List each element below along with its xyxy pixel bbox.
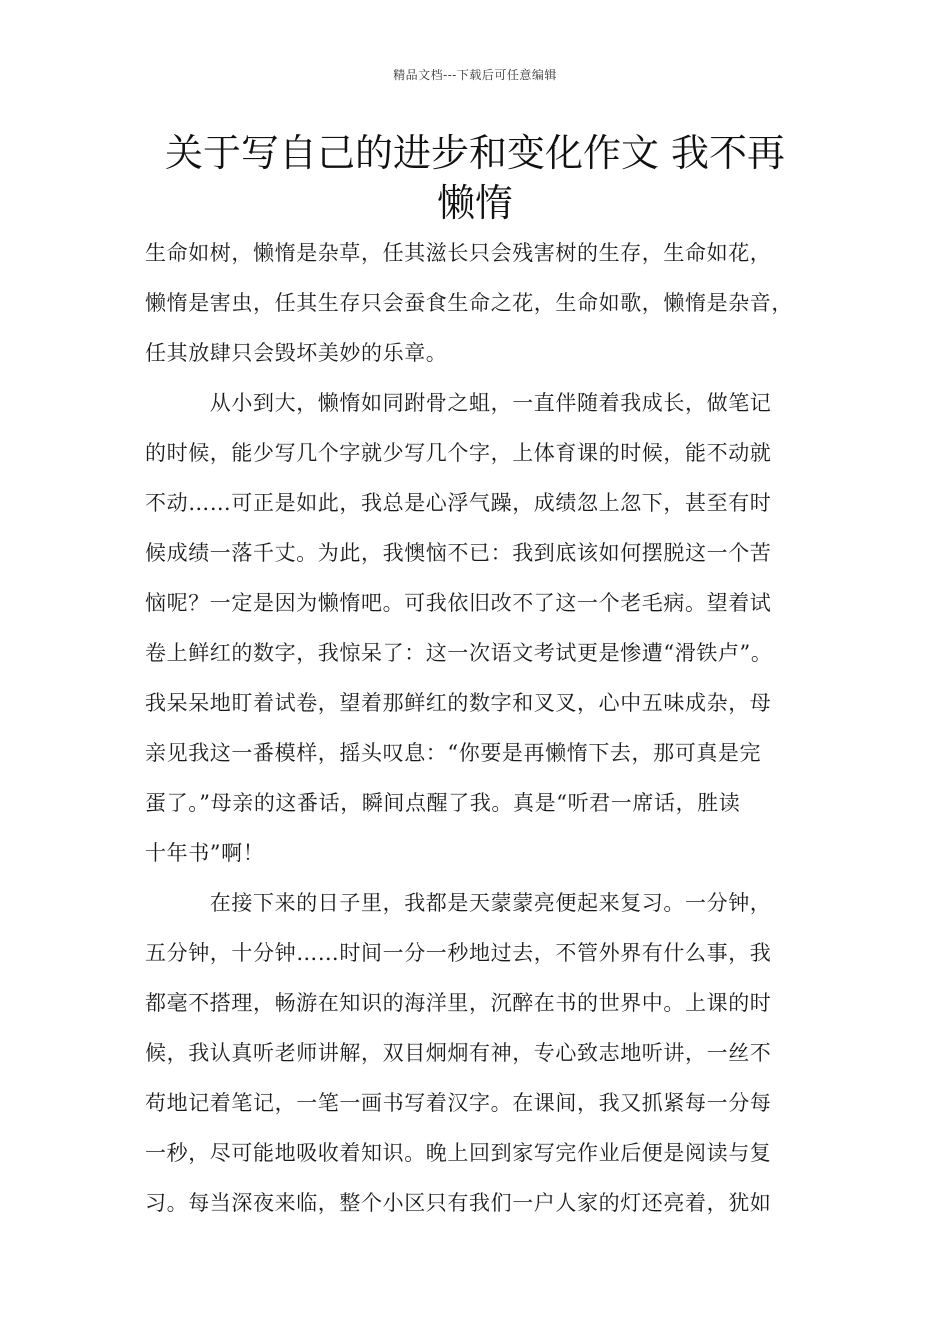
header-note: 精品文档---下载后可任意编辑 (393, 68, 557, 82)
body-line: 从小到大，懒惰如同跗骨之蛆，一直伴随着我成长，做笔记 (145, 391, 772, 415)
title-line-2: 懒惰 (436, 181, 513, 225)
body-line: 蛋了。”母亲的这番话，瞬间点醒了我。真是“听君一席话，胜读 (145, 791, 741, 815)
body-line: 候，我认真听老师讲解，双目炯炯有神，专心致志地听讲，一丝不 (145, 1041, 772, 1065)
body-line: 的时候，能少写几个字就少写几个字，上体育课的时候，能不动就 (145, 441, 772, 465)
document-body (145, 228, 825, 1228)
body-line: 生命如树，懒惰是杂草，任其滋长只会残害树的生存，生命如花， (145, 241, 772, 265)
body-line: 十年书”啊！ (145, 841, 265, 865)
document-title (100, 128, 850, 228)
body-line: 习。每当深夜来临，整个小区只有我们一户人家的灯还亮着，犹如 (145, 1191, 772, 1215)
body-line: 恼呢？一定是因为懒惰吧。可我依旧改不了这一个老毛病。望着试 (145, 591, 772, 615)
body-line: 任其放肆只会毁坏美妙的乐章。 (145, 341, 448, 365)
body-line: 都毫不搭理，畅游在知识的海洋里，沉醉在书的世界中。上课的时 (145, 991, 772, 1015)
body-line: 不动……可正是如此，我总是心浮气躁，成绩忽上忽下，甚至有时 (145, 491, 772, 515)
title-line-1: 关于写自己的进步和变化作文 我不再 (164, 131, 786, 175)
body-line: 在接下来的日子里，我都是天蒙蒙亮便起来复习。一分钟， (145, 891, 772, 915)
body-line: 五分钟，十分钟……时间一分一秒地过去，不管外界有什么事，我 (145, 941, 772, 965)
body-line: 苟地记着笔记，一笔一画书写着汉字。在课间，我又抓紧每一分每 (145, 1091, 772, 1115)
body-line: 我呆呆地盯着试卷，望着那鲜红的数字和叉叉，心中五味成杂，母 (145, 691, 772, 715)
body-line: 候成绩一落千丈。为此，我懊恼不已：我到底该如何摆脱这一个苦 (145, 541, 772, 565)
body-line: 一秒，尽可能地吸收着知识。晚上回到家写完作业后便是阅读与复 (145, 1141, 772, 1165)
body-line: 亲见我这一番模样，摇头叹息：“你要是再懒惰下去，那可真是完 (145, 741, 762, 765)
body-line: 卷上鲜红的数字，我惊呆了：这一次语文考试更是惨遭“滑铁卢”。 (145, 641, 773, 665)
body-line: 懒惰是害虫，任其生存只会蚕食生命之花，生命如歌，懒惰是杂音， (145, 291, 793, 315)
